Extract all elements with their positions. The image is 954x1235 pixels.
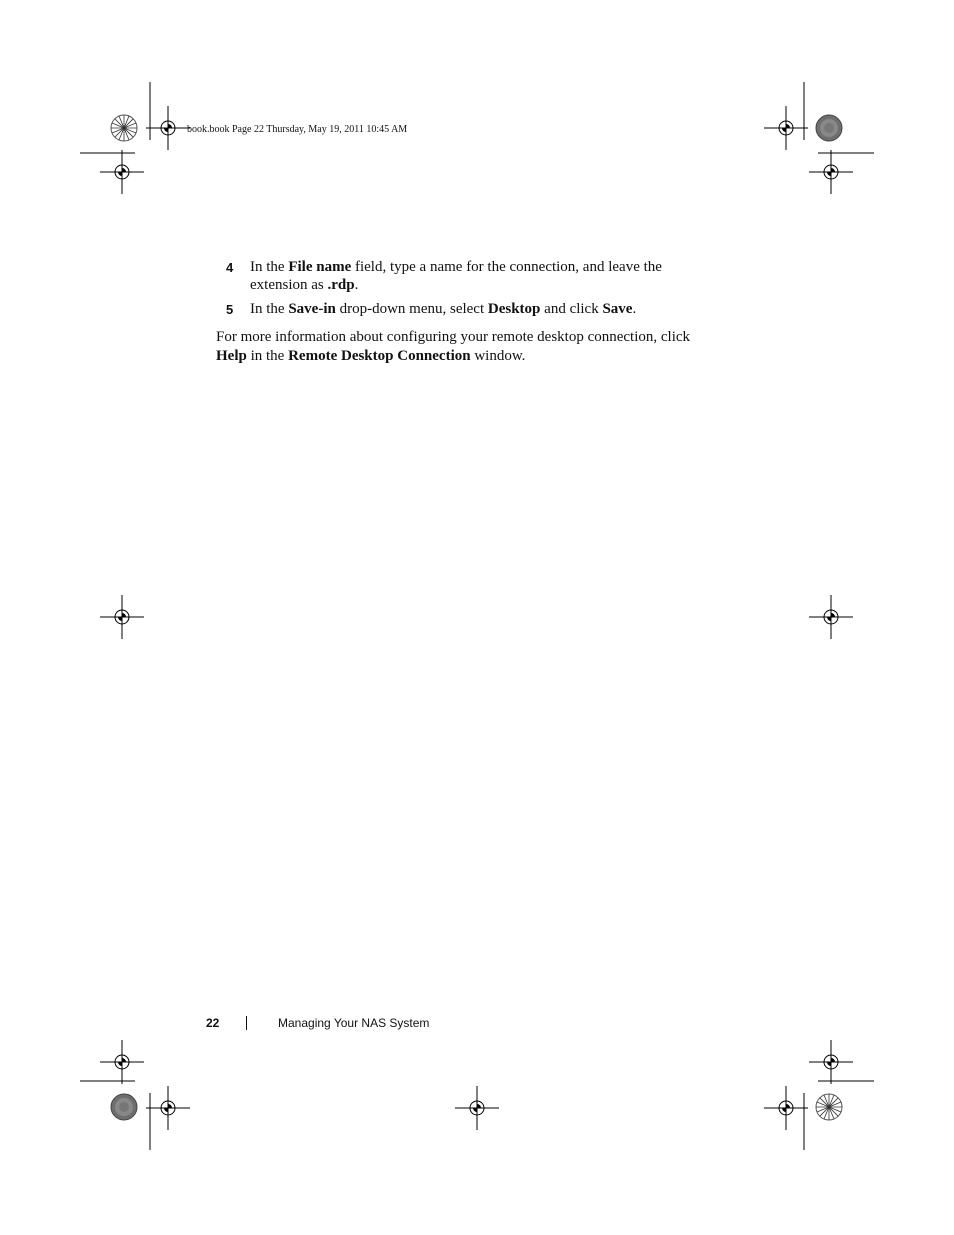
ui-term-save: Save [602, 301, 633, 317]
print-slug: book.book Page 22 Thursday, May 19, 2011 10:45 AM [187, 124, 408, 135]
chapter-title: Managing Your NAS System [278, 1016, 430, 1030]
ui-term-file-name: File name [288, 259, 352, 275]
ui-term-remote-desktop-connection: Remote Desktop Connection [288, 348, 471, 364]
step-5: 5 In the Save-in drop-down menu, select Desktop and click Save. [226, 301, 637, 317]
ui-term-help: Help [216, 348, 247, 364]
more-info-paragraph: For more information about configuring your remote desktop connection, click Help in the Remote Desktop Connection window. [216, 329, 691, 364]
ui-term-desktop: Desktop [487, 301, 541, 317]
step-number: 5 [226, 302, 234, 317]
step-number: 4 [226, 260, 234, 275]
document-body [216, 258, 706, 366]
page-number: 22 [206, 1016, 220, 1030]
ui-term-save-in: Save-in [288, 301, 336, 317]
ui-term-rdp: .rdp [327, 277, 355, 293]
page-footer [0, 1016, 954, 1036]
footer-separator [246, 1016, 247, 1030]
step-4: 4 In the File name field, type a name for the connection, and leave the extension as .rdp. [226, 259, 662, 293]
